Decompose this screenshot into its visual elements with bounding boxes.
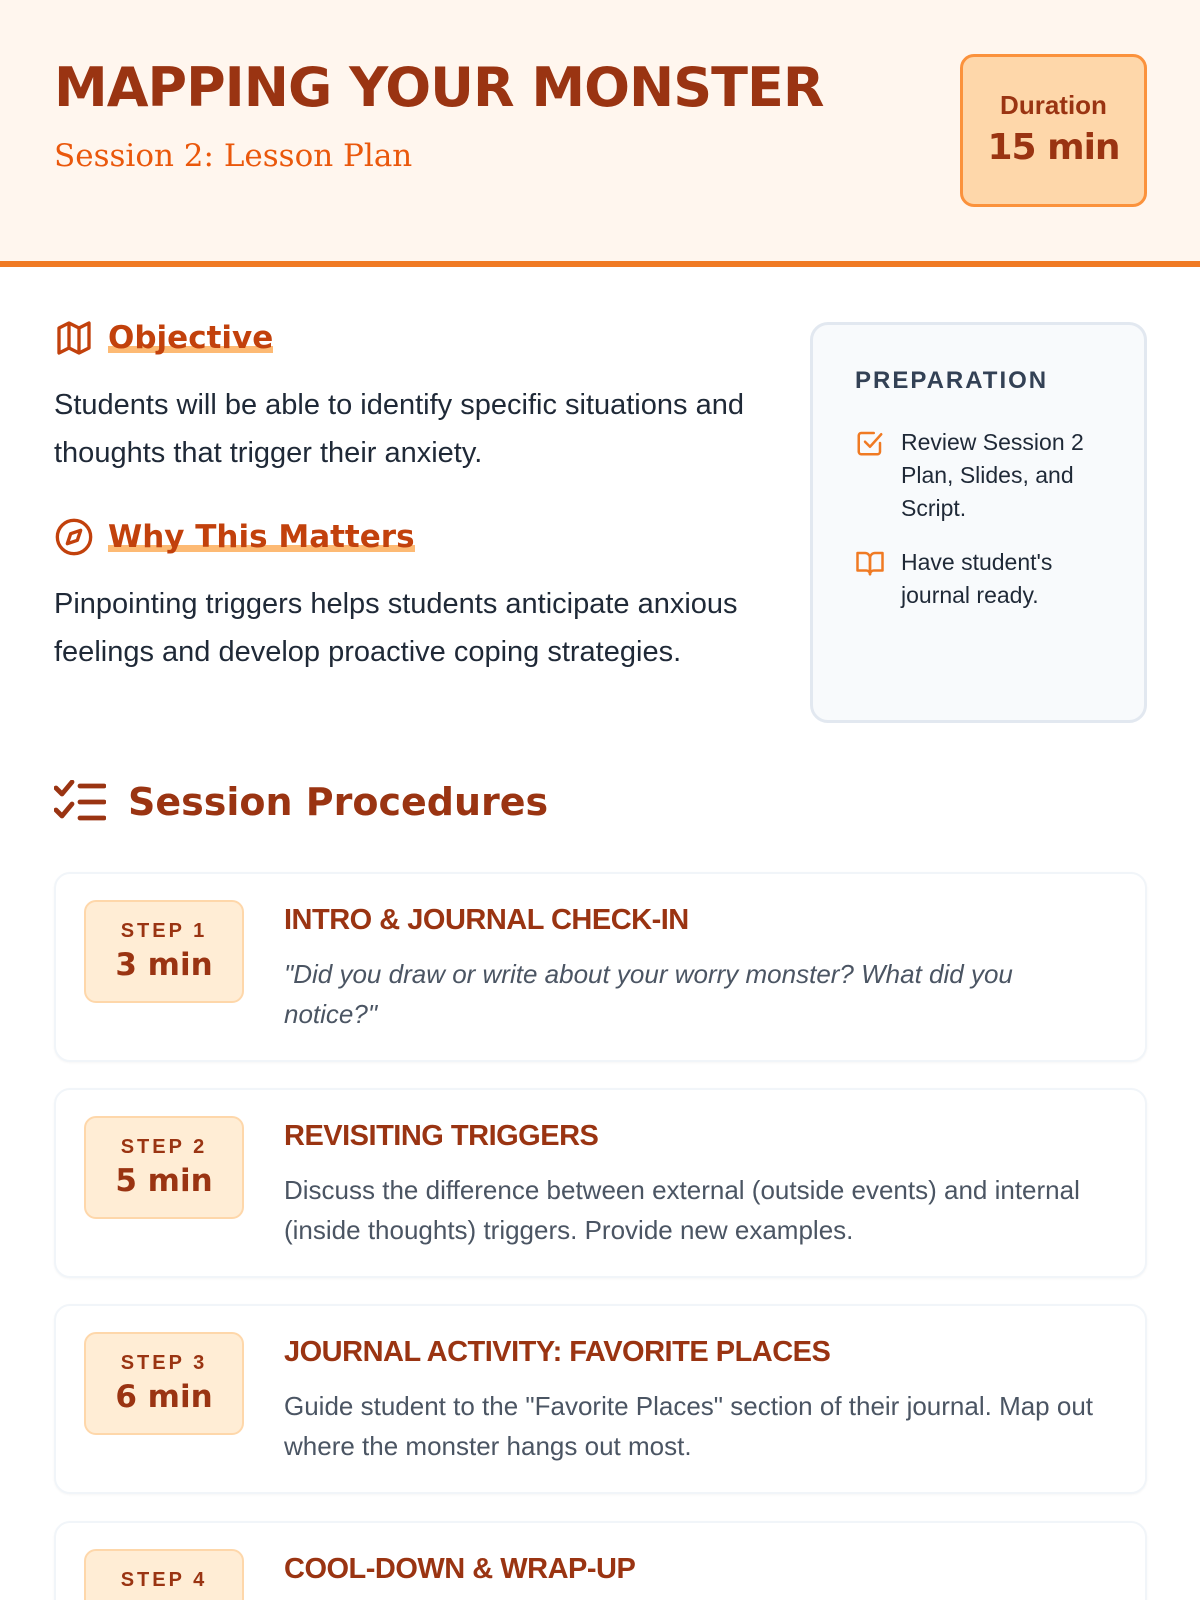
procedures-title: Session Procedures (128, 780, 549, 824)
step-number: STEP 4 (120, 1569, 208, 1591)
why-title: Why This Matters (108, 519, 415, 555)
step-duration: 6 min (115, 1379, 213, 1415)
objective-text: Students will be able to identify specific situations and thoughts that trigger their anxiety. (54, 389, 744, 469)
page-subtitle: Session 2: Lesson Plan (54, 138, 413, 174)
step-card (54, 1521, 1147, 1600)
step-title: JOURNAL ACTIVITY: FAVORITE PLACES (284, 1336, 831, 1368)
step-card (54, 1304, 1147, 1494)
map-icon (54, 318, 94, 358)
step-number: STEP 1 (120, 920, 208, 942)
duration-value: 15 min (987, 127, 1120, 168)
compass-icon (54, 517, 94, 557)
why-heading (54, 517, 415, 557)
preparation-item (855, 546, 1115, 612)
step-number: STEP 2 (120, 1136, 208, 1158)
objective-title: Objective (108, 320, 274, 356)
step-badge (84, 900, 244, 1003)
step-card (54, 872, 1147, 1062)
step-badge (84, 1549, 244, 1600)
step-title: COOL-DOWN & WRAP-UP (284, 1553, 636, 1585)
preparation-item-text: Have student's journal ready. (901, 549, 1053, 608)
objective-heading (54, 318, 273, 358)
step-description: "Did you draw or write about your worry monster? What did you notice?" (284, 959, 1013, 1029)
preparation-title: PREPARATION (855, 367, 1049, 394)
page-header (0, 0, 1200, 267)
why-text: Pinpointing triggers helps students anticipate anxious feelings and develop proactive coping strategies. (54, 588, 738, 668)
preparation-card (810, 322, 1147, 723)
step-badge (84, 1332, 244, 1435)
duration-badge (960, 54, 1147, 207)
step-duration: 5 min (115, 1163, 213, 1199)
step-badge (84, 1116, 244, 1219)
preparation-item-text: Review Session 2 Plan, Slides, and Script. (901, 429, 1084, 521)
step-description: Discuss the difference between external (outside events) and internal (inside thoughts) triggers. Provide new examples. (284, 1175, 1080, 1245)
checklist-icon (54, 780, 106, 824)
procedures-heading (54, 780, 548, 824)
checkbox-icon (855, 428, 885, 458)
step-card (54, 1088, 1147, 1278)
step-number: STEP 3 (120, 1352, 208, 1374)
step-title: INTRO & JOURNAL CHECK-IN (284, 904, 689, 936)
preparation-item (855, 426, 1115, 525)
step-duration: 3 min (115, 947, 213, 983)
step-title: REVISITING TRIGGERS (284, 1120, 599, 1152)
page-title: MAPPING YOUR MONSTER (54, 56, 824, 119)
step-description: Guide student to the "Favorite Places" section of their journal. Map out where the monster hangs out most. (284, 1391, 1094, 1461)
duration-label: Duration (1000, 90, 1107, 120)
book-icon (855, 548, 885, 578)
